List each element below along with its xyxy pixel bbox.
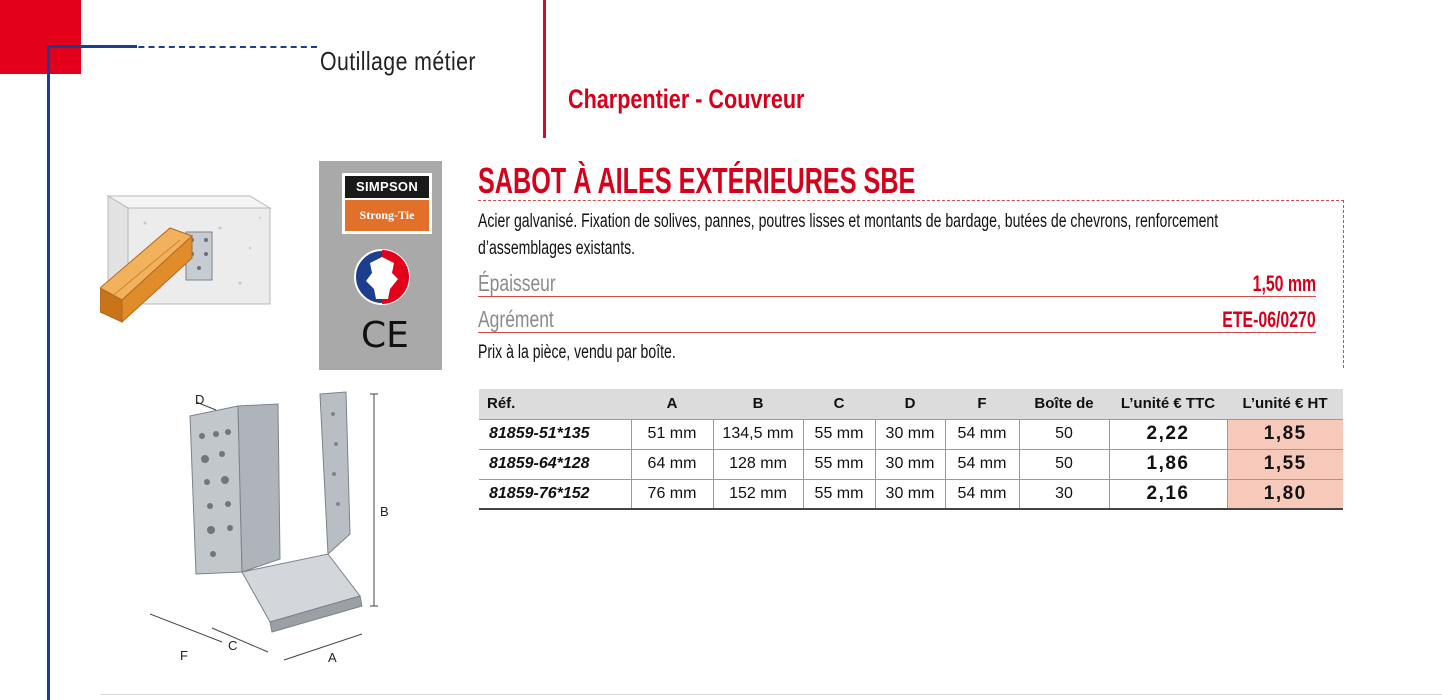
spec-label: Épaisseur	[478, 270, 556, 296]
table-cell: 152 mm	[713, 479, 803, 509]
column-header: D	[875, 389, 945, 419]
spec-value: 1,50 mm	[1252, 271, 1316, 296]
price-ttc-cell: 2,16	[1109, 479, 1227, 509]
table-cell: 54 mm	[945, 479, 1019, 509]
price-ht-cell: 1,80	[1227, 479, 1343, 509]
table-cell: 54 mm	[945, 419, 1019, 449]
ce-mark-icon	[355, 311, 415, 355]
table-row	[479, 479, 1343, 509]
dimension-label-d: D	[195, 392, 205, 407]
spec-row-thickness	[478, 271, 1316, 297]
spec-row-approval	[478, 307, 1316, 333]
price-ttc-cell: 2,22	[1109, 419, 1227, 449]
price-ht-cell: 1,85	[1227, 419, 1343, 449]
installation-illustration	[100, 188, 278, 348]
ref-cell: 81859-51*135	[479, 419, 631, 449]
simpson-strongtie-logo	[342, 173, 432, 234]
left-margin-rule	[47, 46, 50, 700]
table-cell: 30 mm	[875, 479, 945, 509]
table-cell: 30 mm	[875, 449, 945, 479]
column-header: C	[803, 389, 875, 419]
column-header: F	[945, 389, 1019, 419]
column-header: B	[713, 389, 803, 419]
product-photo	[150, 384, 400, 674]
table-cell: 50	[1019, 419, 1109, 449]
dimension-label-b: B	[380, 504, 389, 519]
table-cell: 30	[1019, 479, 1109, 509]
category-divider	[543, 0, 546, 138]
category-title: Charpentier - Couvreur	[568, 84, 805, 114]
table-cell: 55 mm	[803, 419, 875, 449]
column-header: Réf.	[479, 389, 631, 419]
table-cell: 51 mm	[631, 419, 713, 449]
table-row	[479, 419, 1343, 449]
brand-name-line1: SIMPSON	[345, 176, 429, 198]
table-cell: 76 mm	[631, 479, 713, 509]
svg-text:CE: CE	[361, 315, 409, 355]
ref-cell: 81859-64*128	[479, 449, 631, 479]
column-header: L’unité € TTC	[1109, 389, 1227, 419]
brand-panel	[319, 161, 442, 370]
price-ttc-cell: 1,86	[1109, 449, 1227, 479]
column-header: Boîte de	[1019, 389, 1109, 419]
section-title: Outillage métier	[320, 46, 476, 76]
table-cell: 54 mm	[945, 449, 1019, 479]
table-cell: 50	[1019, 449, 1109, 479]
table-cell: 64 mm	[631, 449, 713, 479]
spec-label: Agrément	[478, 306, 554, 332]
brand-name-line2: Strong-Tie	[345, 200, 429, 231]
dimension-label-f: F	[180, 648, 188, 663]
price-ht-cell: 1,55	[1227, 449, 1343, 479]
product-title: SABOT À AILES EXTÉRIEURES SBE	[478, 160, 916, 201]
dimension-label-a: A	[328, 650, 337, 665]
table-cell: 128 mm	[713, 449, 803, 479]
table-row	[479, 449, 1343, 479]
table-cell: 55 mm	[803, 479, 875, 509]
price-table	[479, 389, 1343, 510]
bottom-rule	[100, 694, 1442, 695]
ref-cell: 81859-76*152	[479, 479, 631, 509]
column-header: L’unité € HT	[1227, 389, 1343, 419]
table-cell: 55 mm	[803, 449, 875, 479]
price-note: Prix à la pièce, vendu par boîte.	[478, 342, 676, 363]
product-description: Acier galvanisé. Fixation de solives, pannes, poutres lisses et montants de bardage, butées de chevrons, renforcement d’assemblages existants.	[478, 211, 1219, 259]
table-header-row	[479, 389, 1343, 419]
spec-value: ETE-06/0270	[1222, 307, 1316, 332]
table-cell: 134,5 mm	[713, 419, 803, 449]
red-corner-block	[0, 0, 81, 74]
table-cell: 30 mm	[875, 419, 945, 449]
column-header: A	[631, 389, 713, 419]
header-rule-start	[47, 45, 137, 48]
made-in-france-icon	[352, 247, 412, 307]
dimension-label-c: C	[228, 638, 238, 653]
